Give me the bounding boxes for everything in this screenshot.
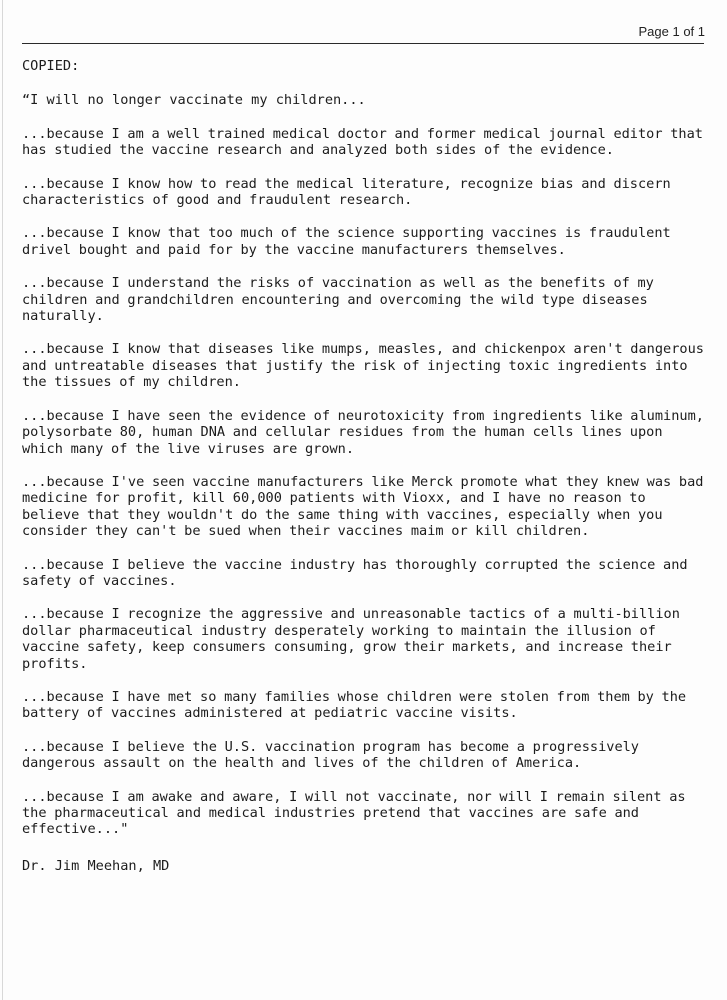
intro-line: “I will no longer vaccinate my children... [22, 92, 366, 109]
page-number: Page 1 of 1 [638, 24, 705, 39]
header-divider [22, 43, 704, 44]
paragraph: ...because I believe the vaccine industry has thoroughly corrupted the science and safety of vaccines. [22, 556, 688, 589]
paragraph: ...because I recognize the aggressive and unreasonable tactics of a multi-billion dollar pharmaceutical industry desperately working to maintain the illusion of vaccine safety, keep consumers consuming, grow their markets, and increase their profits. [22, 606, 680, 672]
paragraph: ...because I believe the U.S. vaccination program has become a progressively dangerous assault on the health and lives of the children of America. [22, 738, 639, 772]
paragraph: ...because I've seen vaccine manufacturers like Merck promote what they knew was bad medicine for profit, kill 60,000 patients with Vioxx, and I have no reason to believe that they wouldn't do the same thing with vaccines, especially when you consider they can't be sued when their vaccines maim or kill children. [22, 473, 704, 540]
document-body [22, 58, 710, 874]
paragraph: ...because I have seen the evidence of neurotoxicity from ingredients like aluminum, polysorbate 80, human DNA and cellular residues from the human cells lines upon which many of the live viruses are grown. [22, 407, 704, 457]
paragraph: ...because I am awake and aware, I will not vaccinate, nor will I remain silent as the pharmaceutical and medical industries pretend that vaccines are safe and effective..." [22, 788, 686, 838]
scan-edge-line [2, 0, 3, 1000]
copied-label: COPIED: [22, 58, 80, 74]
paragraph: ...because I have met so many families whose children were stolen from them by the battery of vaccines administered at pediatric vaccine visits. [22, 688, 687, 722]
paragraph: ...because I know how to read the medical literature, recognize bias and discern characteristics of good and fraudulent research. [22, 175, 671, 209]
paragraph: ...because I am a well trained medical doctor and former medical journal editor that has studied the vaccine research and analyzed both sides of the evidence. [22, 125, 703, 159]
paragraph: ...because I understand the risks of vaccination as well as the benefits of my children and grandchildren encountering and overcoming the wild type diseases naturally. [22, 275, 654, 325]
signature-line: Dr. Jim Meehan, MD [22, 857, 170, 874]
paragraph: ...because I know that diseases like mumps, measles, and chickenpox aren't dangerous and untreatable diseases that justify the risk of injecting toxic ingredients into the tissues of my children. [22, 341, 704, 391]
paragraph: ...because I know that too much of the science supporting vaccines is fraudulent drivel bought and paid for by the vaccine manufacturers themselves. [22, 225, 671, 258]
